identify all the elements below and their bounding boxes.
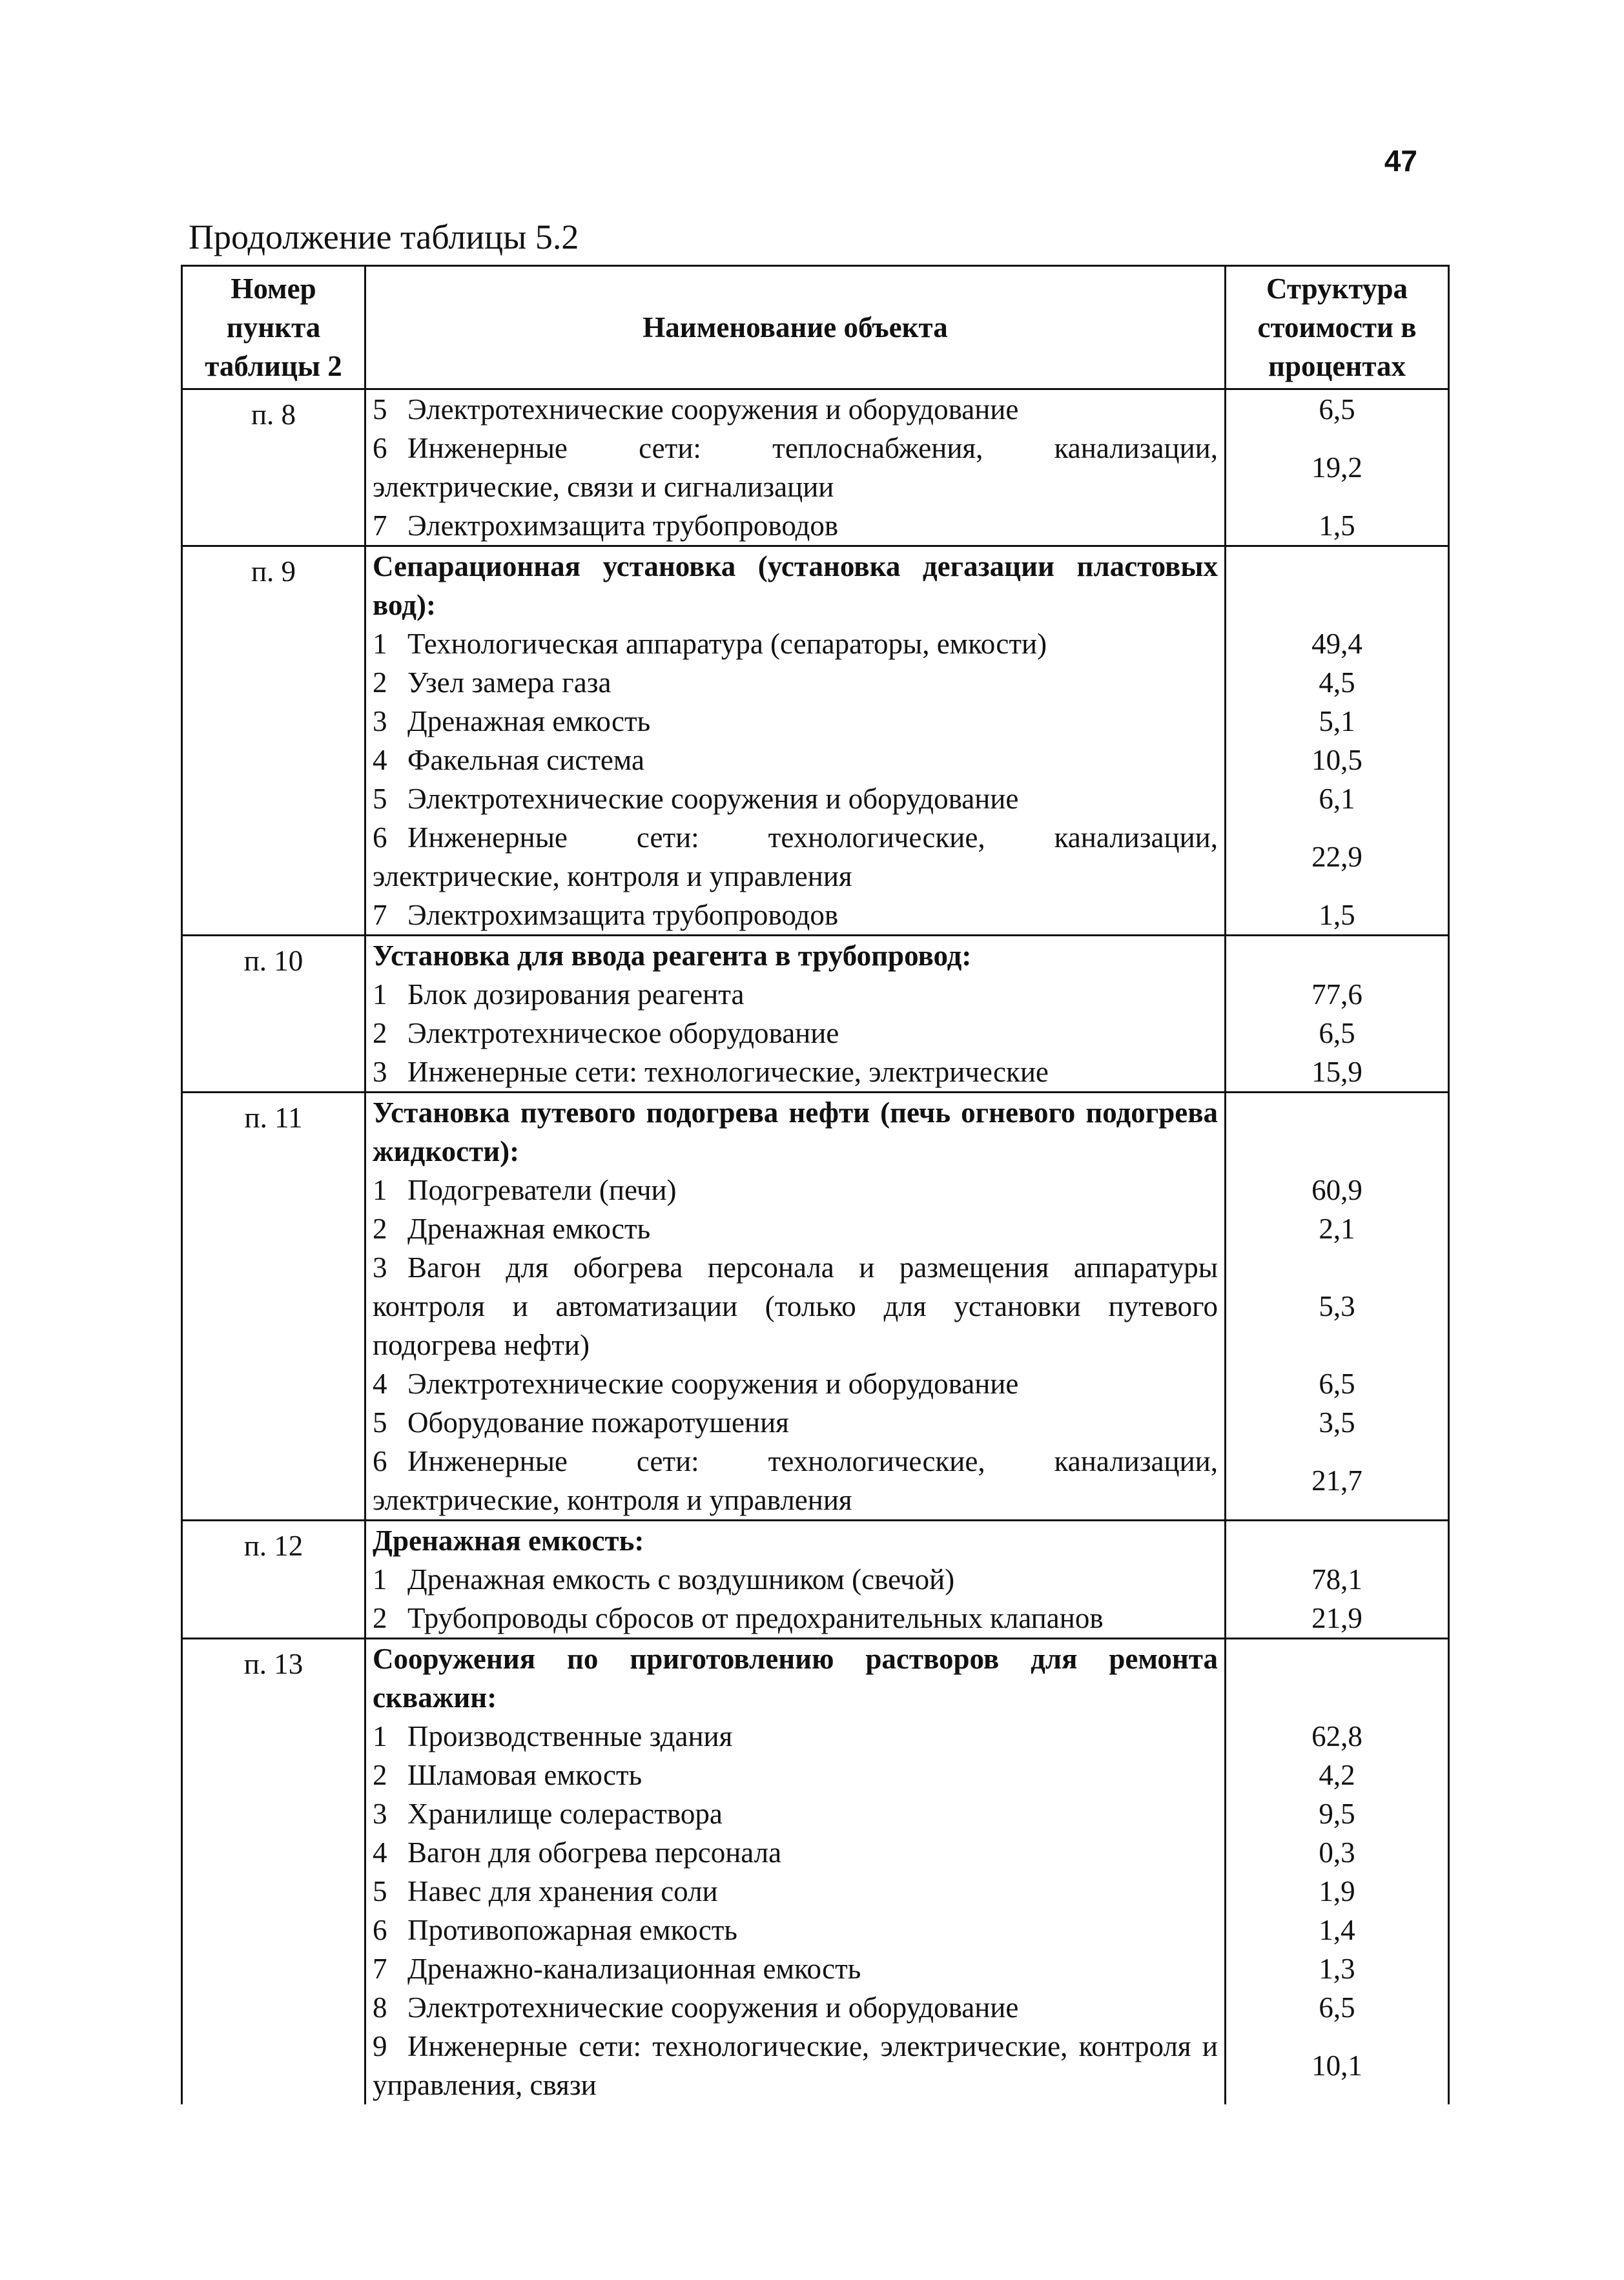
group-heading-percent-cell xyxy=(1226,546,1449,625)
object-name-cell xyxy=(365,818,1226,896)
item-number-cell: п. 11 xyxy=(182,1093,365,1521)
table-row xyxy=(182,1014,1449,1053)
object-name-text: Хранилище солераствора xyxy=(407,1798,723,1830)
table-row xyxy=(182,1794,1449,1833)
table-row xyxy=(182,1756,1449,1794)
table-row xyxy=(182,1717,1449,1756)
object-name-cell xyxy=(365,1717,1226,1756)
object-name-cell xyxy=(365,1599,1226,1639)
sub-item-number: 5 xyxy=(373,783,387,815)
cost-percent-cell: 62,8 xyxy=(1226,1717,1449,1756)
table-row xyxy=(182,389,1449,429)
cost-structure-table-container xyxy=(181,265,1448,2104)
cost-percent-cell: 6,1 xyxy=(1226,779,1449,818)
table-row xyxy=(182,1872,1449,1911)
header-cost-structure: Структура стоимости в процентах xyxy=(1226,266,1449,389)
cost-percent-cell: 1,4 xyxy=(1226,1911,1449,1949)
object-name-cell xyxy=(365,1794,1226,1833)
object-name-cell xyxy=(365,1872,1226,1911)
object-name-cell xyxy=(365,1248,1226,1364)
object-name-cell xyxy=(365,389,1226,429)
object-name-text: Электротехнические сооружения и оборудование xyxy=(407,1991,1019,2024)
table-body xyxy=(182,389,1449,2105)
sub-item-number: 1 xyxy=(373,978,387,1011)
sub-item-number: 2 xyxy=(373,1017,387,1049)
sub-item-number: 2 xyxy=(373,1213,387,1245)
cost-percent-cell: 77,6 xyxy=(1226,975,1449,1014)
cost-percent-cell: 4,5 xyxy=(1226,663,1449,702)
object-name-text: Узел замера газа xyxy=(407,666,612,699)
cost-percent-cell: 9,5 xyxy=(1226,1794,1449,1833)
table-row xyxy=(182,818,1449,896)
sub-item-number: 2 xyxy=(373,1759,387,1791)
item-number-cell: п. 9 xyxy=(182,546,365,936)
object-name-cell xyxy=(365,1053,1226,1093)
sub-item-number: 7 xyxy=(373,1953,387,1985)
group-heading-percent-cell xyxy=(1226,936,1449,976)
table-group-heading-row xyxy=(182,1093,1449,1171)
cost-percent-cell: 1,5 xyxy=(1226,896,1449,936)
object-name-cell xyxy=(365,663,1226,702)
table-row xyxy=(182,1403,1449,1442)
sub-item-number: 1 xyxy=(373,1563,387,1596)
sub-item-number: 2 xyxy=(373,666,387,699)
table-row xyxy=(182,1988,1449,2027)
object-name-text: Инженерные сети: технологические, канализации, электрические, контроля и управления xyxy=(373,1445,1218,1516)
table-row xyxy=(182,1949,1449,1988)
object-name-cell xyxy=(365,1364,1226,1403)
object-name-cell xyxy=(365,1560,1226,1599)
object-name-text: Электротехнические сооружения и оборудование xyxy=(407,783,1019,815)
table-caption: Продолжение таблицы 5.2 xyxy=(189,218,579,256)
group-heading-percent-cell xyxy=(1226,1521,1449,1561)
sub-item-number: 3 xyxy=(373,1798,387,1830)
table-row xyxy=(182,1599,1449,1639)
sub-item-number: 4 xyxy=(373,1836,387,1869)
object-name-text: Вагон для обогрева персонала xyxy=(407,1836,782,1869)
group-heading: Сооружения по приготовлению растворов для ремонта скважин: xyxy=(365,1639,1226,1718)
table-group-heading-row xyxy=(182,936,1449,976)
group-heading: Сепарационная установка (установка дегазации пластовых вод): xyxy=(365,546,1226,625)
table-row xyxy=(182,1053,1449,1093)
cost-percent-cell: 22,9 xyxy=(1226,818,1449,896)
cost-percent-cell: 10,5 xyxy=(1226,741,1449,779)
cost-percent-cell: 6,5 xyxy=(1226,1014,1449,1053)
object-name-text: Инженерные сети: технологические, электрические xyxy=(407,1056,1049,1088)
table-row xyxy=(182,1911,1449,1949)
table-row xyxy=(182,702,1449,741)
object-name-text: Оборудование пожаротушения xyxy=(407,1406,789,1439)
group-heading-percent-cell xyxy=(1226,1639,1449,1718)
item-number-cell: п. 12 xyxy=(182,1521,365,1639)
object-name-cell xyxy=(365,975,1226,1014)
cost-structure-table xyxy=(181,265,1450,2104)
object-name-text: Противопожарная емкость xyxy=(407,1914,737,1946)
table-row xyxy=(182,663,1449,702)
group-heading-percent-cell xyxy=(1226,1093,1449,1171)
page-number: 47 xyxy=(1384,144,1417,178)
cost-percent-cell: 5,1 xyxy=(1226,702,1449,741)
cost-percent-cell: 4,2 xyxy=(1226,1756,1449,1794)
sub-item-number: 6 xyxy=(373,1445,387,1477)
cost-percent-cell: 49,4 xyxy=(1226,624,1449,663)
object-name-text: Производственные здания xyxy=(407,1720,733,1752)
sub-item-number: 3 xyxy=(373,1251,387,1284)
object-name-cell xyxy=(365,2027,1226,2104)
sub-item-number: 3 xyxy=(373,1056,387,1088)
object-name-cell xyxy=(365,624,1226,663)
object-name-text: Навес для хранения соли xyxy=(407,1875,718,1907)
cost-percent-cell: 60,9 xyxy=(1226,1171,1449,1209)
object-name-text: Блок дозирования реагента xyxy=(407,978,745,1011)
table-row xyxy=(182,506,1449,546)
object-name-text: Инженерные сети: технологические, электрические, контроля и управления, связи xyxy=(373,2030,1218,2101)
cost-percent-cell: 21,7 xyxy=(1226,1442,1449,1521)
table-group-heading-row xyxy=(182,1521,1449,1561)
cost-percent-cell: 6,5 xyxy=(1226,1988,1449,2027)
object-name-cell xyxy=(365,429,1226,506)
table-row xyxy=(182,896,1449,936)
header-object-name: Наименование объекта xyxy=(365,266,1226,389)
cost-percent-cell: 5,3 xyxy=(1226,1248,1449,1364)
table-row xyxy=(182,741,1449,779)
object-name-text: Подогреватели (печи) xyxy=(407,1174,677,1206)
table-row xyxy=(182,1248,1449,1364)
sub-item-number: 7 xyxy=(373,509,387,542)
cost-percent-cell: 1,9 xyxy=(1226,1872,1449,1911)
sub-item-number: 9 xyxy=(373,2030,387,2062)
table-row xyxy=(182,1833,1449,1872)
object-name-cell xyxy=(365,779,1226,818)
table-row xyxy=(182,1442,1449,1521)
sub-item-number: 3 xyxy=(373,705,387,737)
object-name-cell xyxy=(365,702,1226,741)
cost-percent-cell: 19,2 xyxy=(1226,429,1449,506)
object-name-text: Дренажная емкость с воздушником (свечой) xyxy=(407,1563,955,1596)
group-heading: Дренажная емкость: xyxy=(365,1521,1226,1561)
table-row xyxy=(182,1364,1449,1403)
object-name-cell xyxy=(365,506,1226,546)
object-name-text: Вагон для обогрева персонала и размещения аппаратуры контроля и автоматизации (только для установки путевого подогрева нефти) xyxy=(373,1251,1218,1361)
object-name-text: Шламовая емкость xyxy=(407,1759,642,1791)
object-name-cell xyxy=(365,1911,1226,1949)
table-row xyxy=(182,624,1449,663)
cost-percent-cell: 2,1 xyxy=(1226,1209,1449,1248)
object-name-text: Факельная система xyxy=(407,744,645,776)
sub-item-number: 4 xyxy=(373,744,387,776)
object-name-cell xyxy=(365,1988,1226,2027)
item-number-cell: п. 13 xyxy=(182,1639,365,2105)
object-name-cell xyxy=(365,1833,1226,1872)
sub-item-number: 7 xyxy=(373,899,387,931)
object-name-cell xyxy=(365,1014,1226,1053)
item-number-cell: п. 8 xyxy=(182,389,365,546)
object-name-text: Электротехнические сооружения и оборудование xyxy=(407,1368,1019,1400)
table-row xyxy=(182,429,1449,506)
sub-item-number: 5 xyxy=(373,393,387,426)
object-name-cell xyxy=(365,1209,1226,1248)
object-name-cell xyxy=(365,1949,1226,1988)
cost-percent-cell: 6,5 xyxy=(1226,1364,1449,1403)
sub-item-number: 2 xyxy=(373,1602,387,1634)
cost-percent-cell: 21,9 xyxy=(1226,1599,1449,1639)
sub-item-number: 5 xyxy=(373,1406,387,1439)
table-row xyxy=(182,779,1449,818)
object-name-text: Технологическая аппаратура (сепараторы, емкости) xyxy=(407,628,1047,660)
item-number-cell: п. 10 xyxy=(182,936,365,1093)
object-name-text: Дренажно-канализационная емкость xyxy=(407,1953,861,1985)
object-name-text: Трубопроводы сбросов от предохранительных клапанов xyxy=(407,1602,1104,1634)
header-item-number: Номер пункта таблицы 2 xyxy=(182,266,365,389)
object-name-text: Электрохимзащита трубопроводов xyxy=(407,509,839,542)
sub-item-number: 6 xyxy=(373,821,387,854)
table-row xyxy=(182,975,1449,1014)
cost-percent-cell: 6,5 xyxy=(1226,389,1449,429)
object-name-text: Инженерные сети: технологические, канализации, электрические, контроля и управления xyxy=(373,821,1218,892)
table-header xyxy=(182,266,1449,389)
sub-item-number: 4 xyxy=(373,1368,387,1400)
cost-percent-cell: 3,5 xyxy=(1226,1403,1449,1442)
cost-percent-cell: 1,5 xyxy=(1226,506,1449,546)
sub-item-number: 1 xyxy=(373,1720,387,1752)
object-name-cell xyxy=(365,896,1226,936)
sub-item-number: 6 xyxy=(373,432,387,464)
object-name-text: Электротехническое оборудование xyxy=(407,1017,839,1049)
object-name-text: Электрохимзащита трубопроводов xyxy=(407,899,839,931)
cost-percent-cell: 78,1 xyxy=(1226,1560,1449,1599)
object-name-cell xyxy=(365,1403,1226,1442)
table-group-heading-row xyxy=(182,1639,1449,1718)
sub-item-number: 1 xyxy=(373,1174,387,1206)
cost-percent-cell: 0,3 xyxy=(1226,1833,1449,1872)
object-name-text: Дренажная емкость xyxy=(407,1213,651,1245)
object-name-cell xyxy=(365,1756,1226,1794)
object-name-cell xyxy=(365,741,1226,779)
table-group-heading-row xyxy=(182,546,1449,625)
sub-item-number: 6 xyxy=(373,1914,387,1946)
sub-item-number: 8 xyxy=(373,1991,387,2024)
object-name-text: Инженерные сети: теплоснабжения, канализации, электрические, связи и сигнализации xyxy=(373,432,1218,503)
object-name-text: Электротехнические сооружения и оборудование xyxy=(407,393,1019,426)
cost-percent-cell: 10,1 xyxy=(1226,2027,1449,2104)
table-row xyxy=(182,1209,1449,1248)
object-name-cell xyxy=(365,1442,1226,1521)
cost-percent-cell: 15,9 xyxy=(1226,1053,1449,1093)
sub-item-number: 1 xyxy=(373,628,387,660)
object-name-cell xyxy=(365,1171,1226,1209)
table-row xyxy=(182,1171,1449,1209)
group-heading: Установка для ввода реагента в трубопровод: xyxy=(365,936,1226,976)
table-row xyxy=(182,1560,1449,1599)
group-heading: Установка путевого подогрева нефти (печь огневого подогрева жидкости): xyxy=(365,1093,1226,1171)
table-row xyxy=(182,2027,1449,2104)
sub-item-number: 5 xyxy=(373,1875,387,1907)
cost-percent-cell: 1,3 xyxy=(1226,1949,1449,1988)
object-name-text: Дренажная емкость xyxy=(407,705,651,737)
